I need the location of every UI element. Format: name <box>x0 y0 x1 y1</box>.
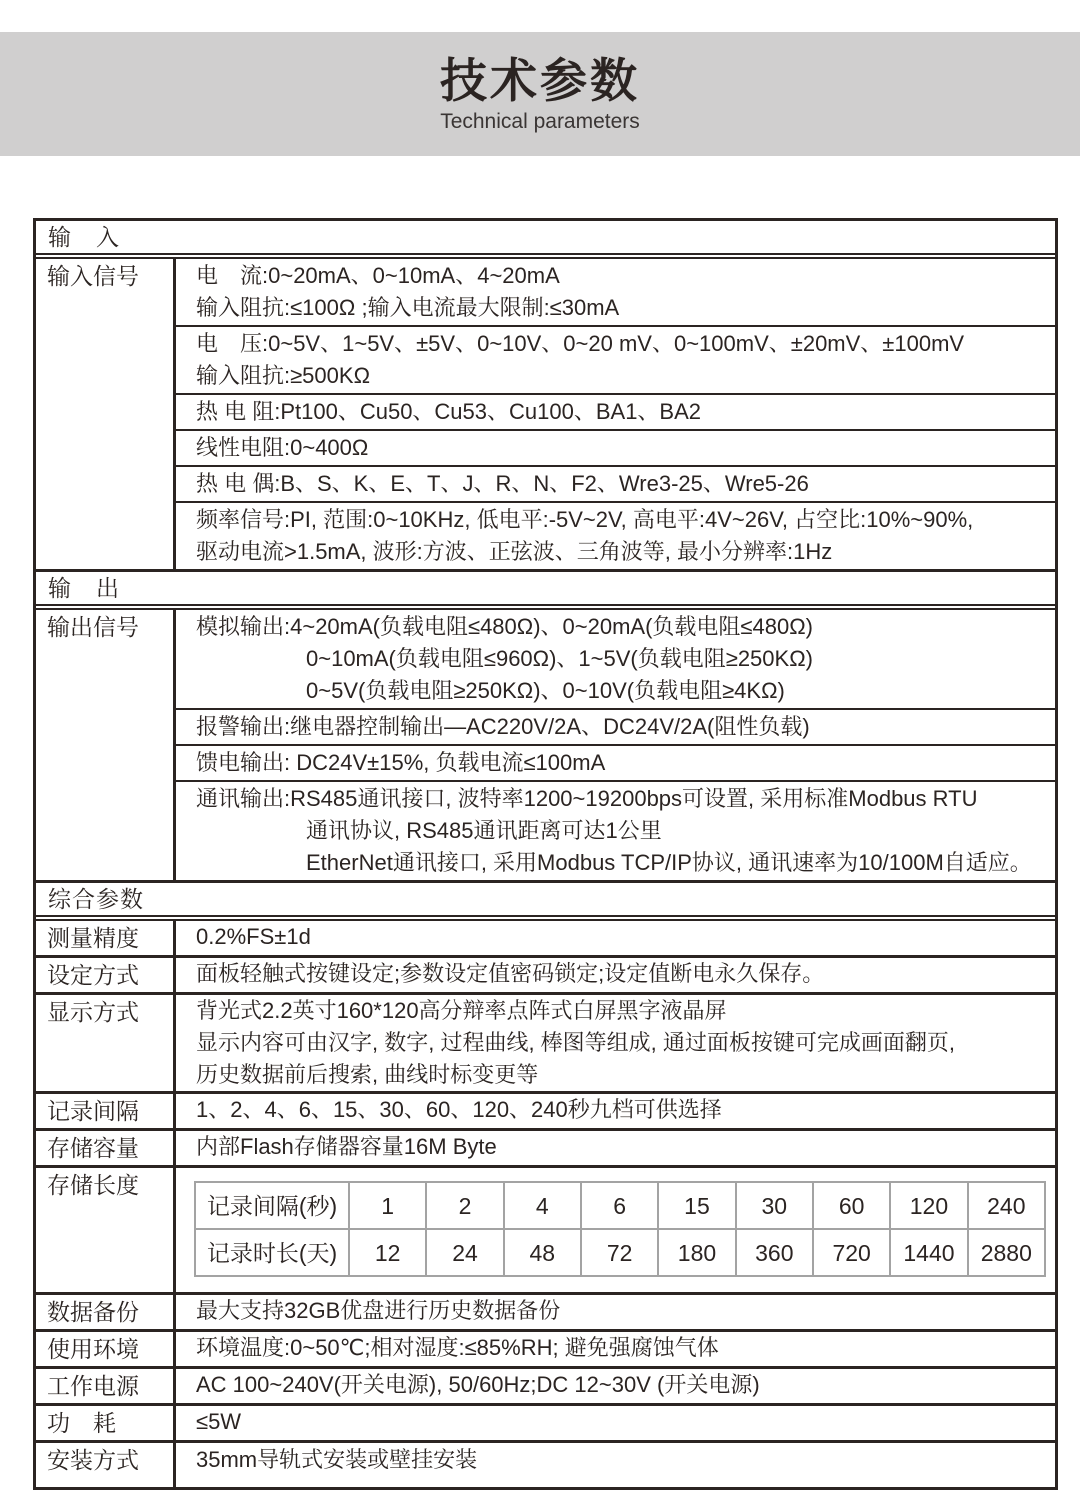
spec-line: 0~10mA(负载电阻≤960Ω)、1~5V(负载电阻≥250KΩ) <box>306 646 813 671</box>
spec-line: 电 流:0~20mA、0~10mA、4~20mA <box>196 263 560 288</box>
section-title-general: 综合参数 <box>48 886 144 912</box>
spec-line: 最大支持32GB优盘进行历史数据备份 <box>196 1298 561 1323</box>
subrow-analog-output <box>176 610 1055 710</box>
storage-cell: 60 <box>813 1182 890 1229</box>
spec-label-environment: 使用环境 <box>47 1336 139 1362</box>
spec-label-record-interval: 记录间隔 <box>47 1098 139 1124</box>
spec-line: 环境温度:0~50℃;相对湿度:≤85%RH; 避免强腐蚀气体 <box>196 1335 719 1360</box>
section-row-general <box>36 880 1055 921</box>
row-record-interval <box>36 1091 1055 1128</box>
storage-row-header: 记录时长(天) <box>195 1229 349 1276</box>
spec-line: 驱动电流>1.5mA, 波形:方波、正弦波、三角波等, 最小分辨率:1Hz <box>196 539 833 564</box>
subrow-feed-output <box>176 746 1055 782</box>
spec-label-accuracy: 测量精度 <box>47 925 139 951</box>
storage-cell: 2880 <box>968 1229 1045 1276</box>
header-band <box>0 32 1080 156</box>
subrow-rtd <box>176 395 1055 431</box>
storage-cell: 6 <box>581 1182 658 1229</box>
spec-table <box>33 218 1058 1490</box>
page-title: 技术参数 <box>440 53 640 107</box>
spec-line: AC 100~240V(开关电源), 50/60Hz;DC 12~30V (开关电源) <box>196 1372 760 1397</box>
row-mounting <box>36 1440 1055 1487</box>
spec-label-display: 显示方式 <box>47 999 139 1025</box>
output-signal-content <box>173 610 1055 880</box>
storage-length-table <box>194 1181 1046 1277</box>
storage-cell: 72 <box>581 1229 658 1276</box>
row-power-consumption <box>36 1403 1055 1440</box>
spec-line: EtherNet通讯接口, 采用Modbus TCP/IP协议, 通讯速率为10/100M自适应。 <box>306 850 1032 875</box>
spec-line: 面板轻触式按键设定;参数设定值密码锁定;设定值断电永久保存。 <box>196 961 825 986</box>
storage-cell: 24 <box>426 1229 503 1276</box>
row-data-backup <box>36 1292 1055 1329</box>
storage-cell: 30 <box>736 1182 813 1229</box>
section-row-input <box>36 221 1055 259</box>
spec-line: 背光式2.2英寸160*120高分辩率点阵式白屏黑字液晶屏 <box>196 998 727 1023</box>
section-title-output: 输 出 <box>48 575 120 601</box>
spec-label-mounting: 安装方式 <box>47 1447 139 1473</box>
spec-line: 热 电 阻:Pt100、Cu50、Cu53、Cu100、BA1、BA2 <box>196 399 702 424</box>
row-storage-length <box>36 1165 1055 1292</box>
spec-line: 35mm导轨式安装或壁挂安装 <box>196 1447 478 1472</box>
storage-cell: 1440 <box>890 1229 967 1276</box>
row-setting <box>36 955 1055 992</box>
row-environment <box>36 1329 1055 1366</box>
page-subtitle: Technical parameters <box>440 109 640 133</box>
spec-line: 1、2、4、6、15、30、60、120、240秒九档可供选择 <box>196 1097 722 1122</box>
storage-row-header: 记录间隔(秒) <box>195 1182 349 1229</box>
spec-line: 0~5V(负载电阻≥250KΩ)、0~10V(负载电阻≥4KΩ) <box>306 678 785 703</box>
storage-cell: 12 <box>349 1229 426 1276</box>
subrow-comm-output <box>176 782 1055 880</box>
spec-line: 报警输出:继电器控制输出—AC220V/2A、DC24V/2A(阻性负载) <box>196 714 810 739</box>
storage-cell: 48 <box>504 1229 581 1276</box>
table-row <box>195 1229 1045 1276</box>
spec-line: 模拟输出:4~20mA(负载电阻≤480Ω)、0~20mA(负载电阻≤480Ω) <box>196 614 813 639</box>
storage-cell: 15 <box>658 1182 735 1229</box>
row-storage-capacity <box>36 1128 1055 1165</box>
subrow-linear-resistance <box>176 431 1055 467</box>
row-display <box>36 992 1055 1091</box>
spec-line: 通讯输出:RS485通讯接口, 波特率1200~19200bps可设置, 采用标准Modbus RTU <box>196 786 978 811</box>
spec-line: 通讯协议, RS485通讯距离可达1公里 <box>306 818 662 843</box>
subrow-current <box>176 259 1055 327</box>
spec-line: 线性电阻:0~400Ω <box>196 435 369 460</box>
row-output-signal <box>36 610 1055 880</box>
spec-line: 电 压:0~5V、1~5V、±5V、0~10V、0~20 mV、0~100mV、±20mV、±100mV <box>196 331 965 356</box>
storage-cell: 240 <box>968 1182 1045 1229</box>
storage-cell: 4 <box>504 1182 581 1229</box>
spec-line: 输入阻抗:≥500KΩ <box>196 363 371 388</box>
spec-line: 频率信号:PI, 范围:0~10KHz, 低电平:-5V~2V, 高电平:4V~26V, 占空比:10%~90%, <box>196 507 974 532</box>
section-title-input: 输 入 <box>48 224 120 250</box>
storage-cell: 360 <box>736 1229 813 1276</box>
row-power-supply <box>36 1366 1055 1403</box>
spec-label-power-consumption: 功 耗 <box>47 1410 116 1436</box>
input-signal-content <box>173 259 1055 569</box>
storage-cell: 120 <box>890 1182 967 1229</box>
spec-label-setting: 设定方式 <box>47 962 139 988</box>
subrow-alarm-output <box>176 710 1055 746</box>
row-input-signal <box>36 259 1055 569</box>
spec-line: 输入阻抗:≤100Ω ;输入电流最大限制:≤30mA <box>196 295 620 320</box>
spec-line: 显示内容可由汉字, 数字, 过程曲线, 棒图等组成, 通过面板按键可完成画面翻页, <box>196 1030 956 1055</box>
subrow-voltage <box>176 327 1055 395</box>
spec-line: 内部Flash存储器容量16M Byte <box>196 1134 497 1159</box>
storage-cell: 2 <box>426 1182 503 1229</box>
storage-length-table-wrap <box>176 1168 1055 1292</box>
subrow-frequency <box>176 503 1055 569</box>
subrow-thermocouple <box>176 467 1055 503</box>
storage-cell: 720 <box>813 1229 890 1276</box>
spec-label-power-supply: 工作电源 <box>47 1373 139 1399</box>
spec-line: ≤5W <box>196 1409 242 1434</box>
spec-line: 0.2%FS±1d <box>196 924 311 949</box>
spec-line: 热 电 偶:B、S、K、E、T、J、R、N、F2、Wre3-25、Wre5-26 <box>196 471 809 496</box>
section-row-output <box>36 569 1055 610</box>
spec-label-storage-length: 存储长度 <box>47 1172 139 1198</box>
row-accuracy <box>36 921 1055 955</box>
table-row <box>195 1182 1045 1229</box>
spec-label-output-signal: 输出信号 <box>47 614 139 640</box>
spec-label-data-backup: 数据备份 <box>47 1299 139 1325</box>
spec-label-input-signal: 输入信号 <box>47 263 139 289</box>
storage-cell: 180 <box>658 1229 735 1276</box>
storage-cell: 1 <box>349 1182 426 1229</box>
spec-line: 馈电输出: DC24V±15%, 负载电流≤100mA <box>196 750 606 775</box>
spec-label-storage-capacity: 存储容量 <box>47 1135 139 1161</box>
spec-line: 历史数据前后搜索, 曲线时标变更等 <box>196 1062 539 1087</box>
